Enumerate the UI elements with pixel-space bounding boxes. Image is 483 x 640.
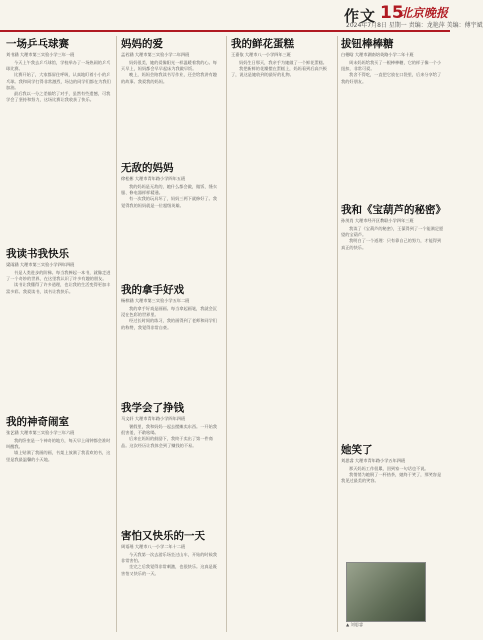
article-paragraph: 我的拿手好戏是画画。每当拿起画笔，我就会沉浸在色彩的世界里。 xyxy=(121,306,217,318)
paper-logo: 北京晚报 xyxy=(400,6,449,20)
article-paragraph: 后来在妈妈的鼓励下，我终于卖出了第一件商品。这次经历让我体会到了赚钱的不易。 xyxy=(121,436,213,448)
article xyxy=(6,38,112,103)
article-byline: 孟若涵 大理市第三实验小学二年四班 xyxy=(121,52,190,57)
photo-caption: ▲ 刘思睿 xyxy=(346,622,364,627)
article-title: 我的神奇闹室 xyxy=(6,416,69,428)
article-paragraph: 我的卧室是一个神奇的地方，每天早上闹钟都会准时叫醒我。 xyxy=(6,438,111,450)
article xyxy=(231,38,331,79)
article-paragraph: 我的妈妈是无敌的，她什么都会做，做饭、缝衣服、修电器样样精通。 xyxy=(121,184,217,196)
article xyxy=(6,248,112,295)
article-title: 一场乒乓球赛 xyxy=(6,38,69,50)
article-title: 我读书我快乐 xyxy=(6,248,69,260)
article-byline: 孙茂肖 大理市经开区教联小学四年三班 xyxy=(341,218,414,223)
article-paragraph: 墙上贴满了我画的画，书架上放满了我喜欢的书，这里是我最温馨的小天地。 xyxy=(6,450,111,462)
article-paragraph: 我明白了一个道理：只有靠自己的努力，才能得到真正的快乐。 xyxy=(341,238,442,250)
article xyxy=(341,38,445,85)
masthead xyxy=(0,0,483,32)
article-byline: 王嘉依 大理市八一小学四年三班 xyxy=(231,52,291,57)
article-paragraph: 今天上午我去乒乓球馆，学校举办了一场热闹的乒乓球比赛。 xyxy=(6,60,111,72)
article-byline: 白栩晗 大理市湖南培英路小学二年十班 xyxy=(341,52,414,57)
article-paragraph: 晚上，妈妈会陪我读书写作业，还会给我讲有趣的故事。我爱我的妈妈。 xyxy=(121,72,217,84)
article-paragraph: 妈妈很美，她的爱像阳光一样温暖着我的心。每天早上，妈妈都会早早起床为我做早饭。 xyxy=(121,60,217,72)
article-title: 害怕又快乐的一天 xyxy=(121,530,205,542)
article-paragraph: 经过长时间的练习，我的画得到了老师和同学们的称赞，我觉得非常自豪。 xyxy=(121,318,217,330)
article-title: 我的鲜花蛋糕 xyxy=(231,38,294,50)
article-paragraph: 坐完之后我觉得非常刺激，也很快乐。这真是既害怕又快乐的一天。 xyxy=(121,564,217,576)
article-paragraph: 我把新鲜的花瓣摆在蛋糕上，妈妈看到后高兴极了，说这是她收到的最好的礼物。 xyxy=(231,66,327,78)
article-title: 我学会了挣钱 xyxy=(121,402,184,414)
article-paragraph: 最后我以一分之差输给了对手，虽然有些遗憾，可我学会了坚持和努力，这场比赛让我收获了快乐。 xyxy=(6,91,111,103)
article-byline: 杨梓涵 大理市第三实验小学五年二班 xyxy=(121,298,190,303)
article-paragraph: 我舍不得吃，一直把它放在口袋里，后来分享给了我的好朋友。 xyxy=(341,72,442,84)
article-title: 拔钮棒棒糖 xyxy=(341,38,394,50)
article xyxy=(6,416,112,463)
article-title: 她笑了 xyxy=(341,444,373,456)
dateline: 2024年7月8日 星期一 责编：龙艳萍 美编：傅宇斌 xyxy=(346,22,483,29)
article xyxy=(341,204,445,251)
article-byline: 梁雨涵 大理市第三实验小学四年四班 xyxy=(6,262,75,267)
article-paragraph: 周末妈妈给我买了一根棒棒糖，它的样子像一个小纽扣，非常可爱。 xyxy=(341,60,442,72)
article-title: 无敌的妈妈 xyxy=(121,162,174,174)
article xyxy=(341,444,445,485)
article-title: 我的拿手好戏 xyxy=(121,284,184,296)
article-paragraph: 暑假里，我和妈妈一起去摆摊卖东西。一开始我很害羞，不敢吆喝。 xyxy=(121,424,217,436)
author-photo xyxy=(346,562,426,622)
article-paragraph: 读书让我懂得了许多道理，也让我的生活变得更加丰富多彩。我爱读书，读书让我快乐。 xyxy=(6,282,111,294)
article-paragraph: 我读了《宝葫芦的秘密》，王葆得到了一个能满足愿望的宝葫芦。 xyxy=(341,226,444,238)
article-paragraph: 书是人类进步的阶梯。每当我捧起一本书，就像走进了一个奇妙的世界，在这里我认识了许多有趣的朋友。 xyxy=(6,270,111,282)
article-paragraph: 比赛开始了，大家都屏住呼吸，认真地盯着小小的乒乓球。我和同学打得非常激烈，场边的同学们都在为我们加油。 xyxy=(6,72,111,90)
article xyxy=(121,38,221,85)
article xyxy=(121,162,221,209)
column-divider xyxy=(337,36,338,632)
article-byline: 刘书涵 大理市第三实验小学三年一班 xyxy=(6,52,75,57)
page-number: 15 xyxy=(380,3,404,23)
article-title: 我和《宝葫芦的秘密》 xyxy=(341,204,446,216)
article-title: 妈妈的爱 xyxy=(121,38,163,50)
article xyxy=(121,402,221,449)
article-paragraph: 那天妈妈工作很累，回到家一句话也不说。 xyxy=(349,466,429,471)
column-divider xyxy=(226,36,227,632)
article-paragraph: 有一次我的玩具坏了，妈妈三两下就修好了。我觉得我的妈妈就是一位超级英雄。 xyxy=(121,196,217,208)
article-byline: 周语瑶 大理市八一小学二年十二班 xyxy=(121,544,186,549)
article-byline: 马文轩 大理市青年路小学四年四班 xyxy=(121,416,186,421)
article-paragraph: 今天我第一次去游乐场坐过山车，开始的时候我非常害怕。 xyxy=(121,552,217,564)
article-paragraph: 我悄悄为她倒了一杯热茶，她终于笑了，那笑容是我见过最美的笑容。 xyxy=(341,472,442,484)
article xyxy=(121,284,221,331)
article xyxy=(121,530,221,577)
column-divider xyxy=(116,36,117,632)
article-byline: 张艺涵 大理市第三实验小学三年六班 xyxy=(6,430,75,435)
article-byline: 徐松彬 大理市青年路小学四年五班 xyxy=(121,176,186,181)
article-paragraph: 妈妈生日那天，我亲手为她做了一个鲜花蛋糕。 xyxy=(239,60,327,65)
article-byline: 刘思睿 大理市青年路小学五年四班 xyxy=(341,458,406,463)
section-title: 作文 xyxy=(344,7,377,25)
